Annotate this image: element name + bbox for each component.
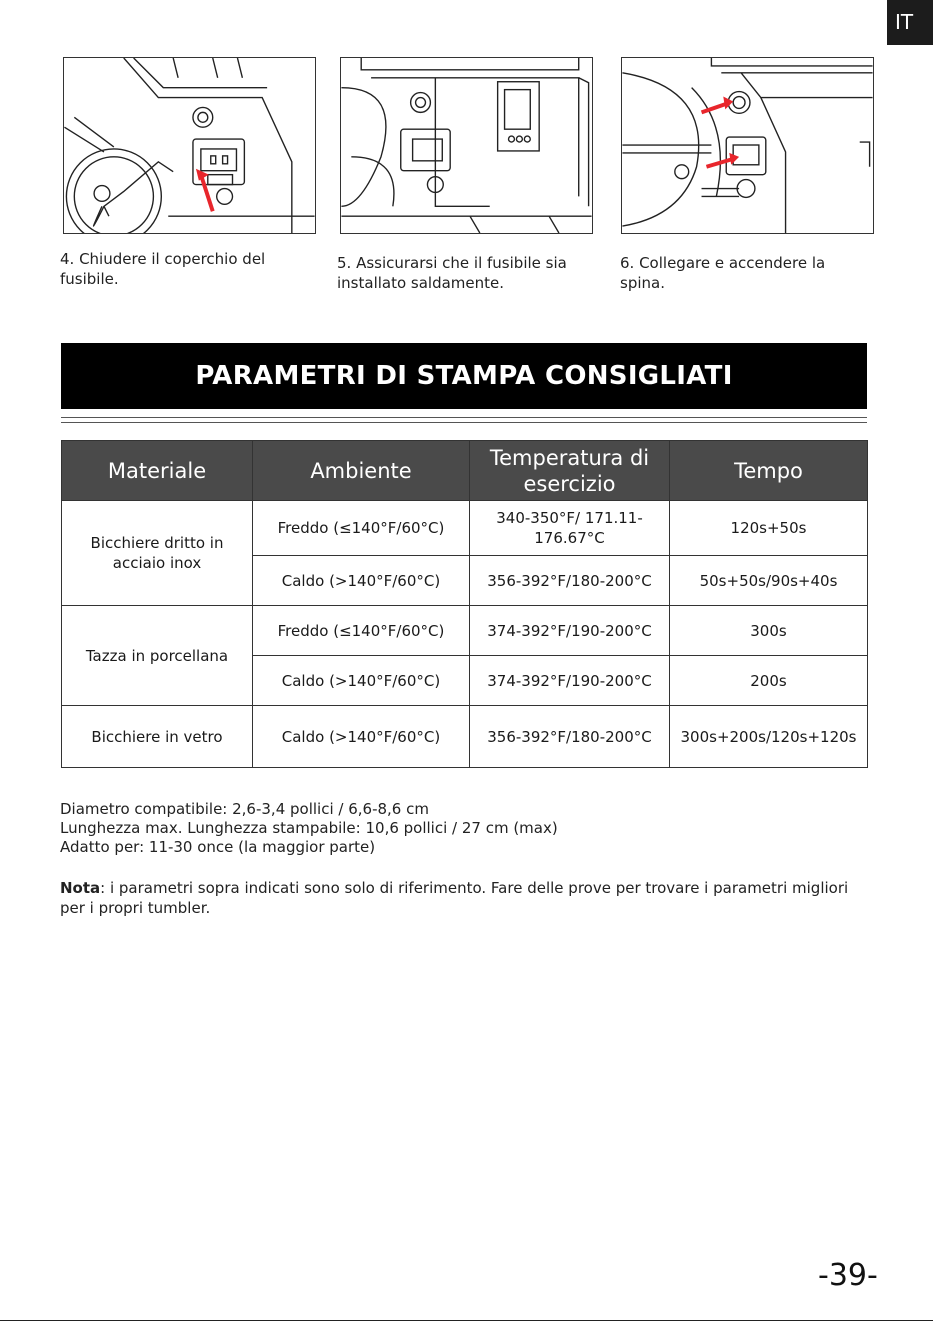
note-text: : i parametri sopra indicati sono solo di riferimento. Fare delle prove per trovare i parametri migliori per i propri tumbler. — [60, 879, 849, 917]
ambient-cell: Caldo (>140°F/60°C) — [253, 706, 470, 768]
temperature-cell: 340-350°F/ 171.11-176.67°C — [470, 501, 670, 556]
header-ambient: Ambiente — [253, 441, 470, 501]
header-temperature: Temperatura di esercizio — [470, 441, 670, 501]
ambient-cell: Caldo (>140°F/60°C) — [253, 556, 470, 606]
illustration-fuse-installed — [340, 57, 593, 234]
temperature-cell: 356-392°F/180-200°C — [470, 556, 670, 606]
material-cell: Bicchiere in vetro — [62, 706, 253, 768]
illustration-plug-and-power — [621, 57, 874, 234]
material-cell: Tazza in porcellana — [62, 606, 253, 706]
spec-length: Lunghezza max. Lunghezza stampabile: 10,6 pollici / 27 cm (max) — [60, 819, 558, 837]
time-cell: 300s — [670, 606, 868, 656]
print-parameters-table — [61, 440, 868, 768]
ambient-cell: Freddo (≤140°F/60°C) — [253, 501, 470, 556]
temperature-cell: 374-392°F/190-200°C — [470, 606, 670, 656]
table-header-row — [62, 441, 868, 501]
header-material: Materiale — [62, 441, 253, 501]
divider-line — [61, 417, 867, 418]
section-title-banner: PARAMETRI DI STAMPA CONSIGLIATI — [61, 343, 867, 409]
temperature-cell: 374-392°F/190-200°C — [470, 656, 670, 706]
machine-side-drawing — [64, 58, 315, 233]
spec-capacity: Adatto per: 11-30 once (la maggior parte) — [60, 838, 376, 856]
note-paragraph — [60, 878, 860, 918]
page-number: -39- — [818, 1258, 878, 1293]
step-6-caption: 6. Collegare e accendere la spina. — [620, 254, 826, 292]
table-row — [62, 706, 868, 768]
material-cell: Bicchiere dritto in acciaio inox — [62, 501, 253, 606]
time-cell: 200s — [670, 656, 868, 706]
time-cell: 120s+50s — [670, 501, 868, 556]
ambient-cell: Freddo (≤140°F/60°C) — [253, 606, 470, 656]
header-time: Tempo — [670, 441, 868, 501]
spec-diameter: Diametro compatibile: 2,6-3,4 pollici / 6,6-8,6 cm — [60, 800, 429, 818]
time-cell: 50s+50s/90s+40s — [670, 556, 868, 606]
footer-line — [0, 1320, 933, 1321]
time-cell: 300s+200s/120s+120s — [670, 706, 868, 768]
language-tab: IT — [887, 0, 933, 45]
step-4-caption: 4. Chiudere il coperchio del fusibile. — [60, 250, 266, 288]
machine-front-drawing — [341, 58, 592, 233]
ambient-cell: Caldo (>140°F/60°C) — [253, 656, 470, 706]
step-5-caption: 5. Assicurarsi che il fusibile sia installato saldamente. — [337, 254, 567, 292]
specs-list — [60, 800, 558, 857]
table-row — [62, 606, 868, 656]
note-label: Nota — [60, 879, 101, 897]
table-row — [62, 501, 868, 556]
divider-line — [61, 422, 867, 423]
temperature-cell: 356-392°F/180-200°C — [470, 706, 670, 768]
illustration-close-fuse-cover — [63, 57, 316, 234]
machine-angle-drawing — [622, 58, 873, 233]
